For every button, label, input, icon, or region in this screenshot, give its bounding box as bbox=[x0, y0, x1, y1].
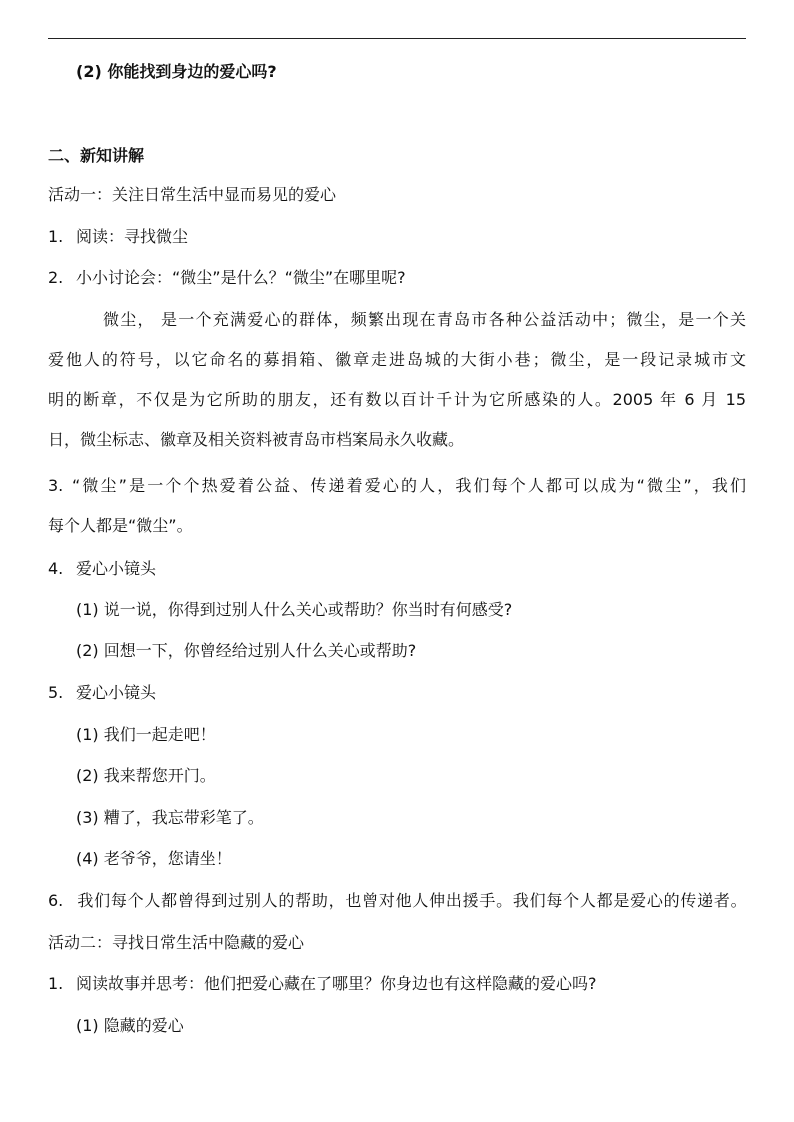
sub-item: (2) 回想一下，你曾经给过别人什么关心或帮助? bbox=[76, 641, 417, 660]
list-number: 2. bbox=[48, 268, 64, 287]
sub-item: (1) 我们一起走吧！ bbox=[76, 725, 216, 744]
paragraph-line: 微尘， 是一个充满爱心的群体，频繁出现在青岛市各种公益活动中；微尘，是一个关 bbox=[103, 310, 746, 329]
list-number: 6. bbox=[48, 891, 64, 910]
activity1-title: 活动一：关注日常生活中显而易见的爱心 bbox=[48, 185, 337, 204]
section-heading: 二、新知讲解 bbox=[48, 146, 145, 165]
sub-item: (1) 隐藏的爱心 bbox=[76, 1016, 184, 1035]
list-number: 1. bbox=[48, 227, 64, 246]
list-number: 1. bbox=[48, 974, 64, 993]
sub-item: (2) 我来帮您开门。 bbox=[76, 766, 216, 785]
sub-item: (1) 说一说，你得到过别人什么关心或帮助？你当时有何感受? bbox=[76, 600, 513, 619]
list-text: 小小讨论会：“微尘”是什么？“微尘”在哪里呢? bbox=[76, 268, 406, 287]
top-question: (2) 你能找到身边的爱心吗? bbox=[76, 62, 277, 81]
list-text: 我们每个人都曾得到过别人的帮助，也曾对他人伸出援手。我们每个人都是爱心的传递者。 bbox=[76, 891, 746, 910]
list-number: 3. bbox=[48, 476, 64, 495]
list-item-3-line bbox=[48, 476, 746, 496]
list-item-6-line bbox=[48, 891, 746, 911]
list-text: 阅读故事并思考：他们把爱心藏在了哪里？你身边也有这样隐藏的爱心吗? bbox=[76, 974, 597, 993]
list-number: 5. bbox=[48, 683, 64, 702]
list-text: 爱心小镜头 bbox=[76, 559, 157, 578]
list-item-1 bbox=[48, 227, 188, 247]
list-item-5 bbox=[48, 683, 156, 703]
activity2-list-item-1 bbox=[48, 974, 597, 994]
sub-item: (3) 糟了，我忘带彩笔了。 bbox=[76, 808, 264, 827]
list-number: 4. bbox=[48, 559, 64, 578]
activity2-title: 活动二：寻找日常生活中隐藏的爱心 bbox=[48, 933, 305, 952]
list-item-6 bbox=[48, 891, 746, 911]
list-text-continued: 每个人都是“微尘”。 bbox=[48, 516, 193, 535]
paragraph-line: 日，微尘标志、徽章及相关资料被青岛市档案局永久收藏。 bbox=[48, 430, 465, 449]
list-item-3 bbox=[48, 476, 746, 536]
sub-item: (4) 老爷爷，您请坐！ bbox=[76, 849, 232, 868]
list-item-2 bbox=[48, 268, 406, 288]
weichen-paragraph bbox=[48, 310, 746, 450]
paragraph-line: 爱他人的符号，以它命名的募捐箱、徽章走进岛城的大街小巷；微尘，是一段记录城市文 bbox=[48, 350, 746, 369]
list-text: 爱心小镜头 bbox=[76, 683, 157, 702]
list-text: “微尘”是一个个热爱着公益、传递着爱心的人，我们每个人都可以成为“微尘”，我们 bbox=[72, 476, 746, 495]
paragraph-line: 明的断章，不仅是为它所助的朋友，还有数以百计千计为它所感染的人。2005 年 6 月 15 bbox=[48, 390, 746, 409]
list-text: 阅读：寻找微尘 bbox=[76, 227, 189, 246]
list-item-4 bbox=[48, 559, 156, 579]
header-rule bbox=[48, 38, 746, 39]
